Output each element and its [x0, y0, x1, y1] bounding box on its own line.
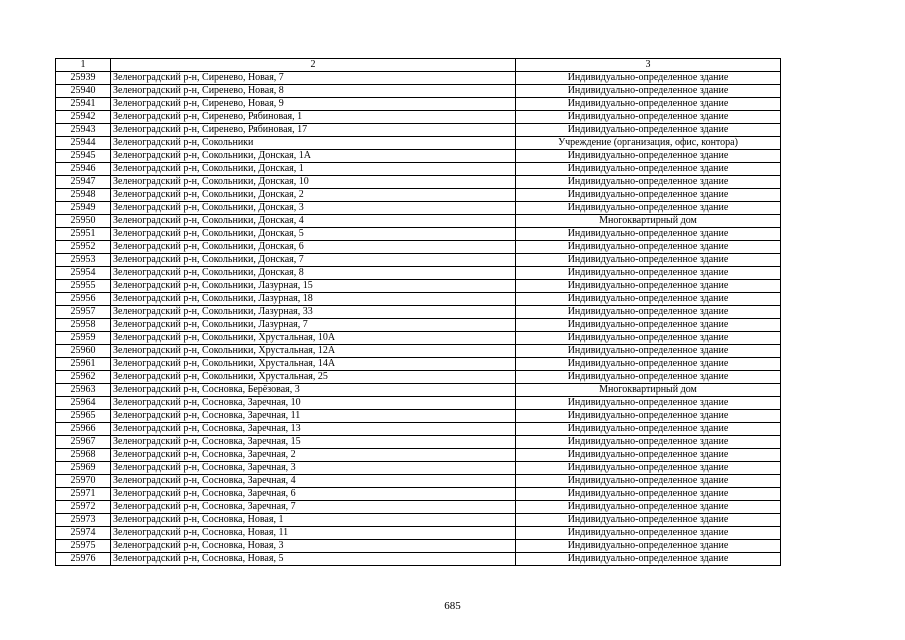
table-row: [56, 306, 781, 319]
row-number-cell: 25964: [56, 397, 111, 410]
row-number-cell: 25955: [56, 280, 111, 293]
address-cell: Зеленоградский р-н, Сокольники, Лазурная, 7: [111, 319, 516, 332]
object-type-cell: Индивидуально-определенное здание: [516, 319, 781, 332]
table-header-row: [56, 59, 781, 72]
table-row: [56, 176, 781, 189]
object-type-cell: Индивидуально-определенное здание: [516, 111, 781, 124]
object-type-cell: Индивидуально-определенное здание: [516, 527, 781, 540]
address-cell: Зеленоградский р-н, Сиренево, Рябиновая, 17: [111, 124, 516, 137]
table-row: [56, 85, 781, 98]
row-number-cell: 25962: [56, 371, 111, 384]
row-number-cell: 25958: [56, 319, 111, 332]
table-row: [56, 358, 781, 371]
table-row: [56, 423, 781, 436]
address-cell: Зеленоградский р-н, Сокольники, Донская, 2: [111, 189, 516, 202]
object-type-cell: Индивидуально-определенное здание: [516, 488, 781, 501]
table-row: [56, 475, 781, 488]
object-type-cell: Индивидуально-определенное здание: [516, 267, 781, 280]
row-number-cell: 25942: [56, 111, 111, 124]
object-type-cell: Индивидуально-определенное здание: [516, 501, 781, 514]
table-row: [56, 254, 781, 267]
table-row: [56, 189, 781, 202]
table-row: [56, 111, 781, 124]
object-type-cell: Индивидуально-определенное здание: [516, 163, 781, 176]
address-cell: Зеленоградский р-н, Сокольники, Донская, 10: [111, 176, 516, 189]
object-type-cell: Индивидуально-определенное здание: [516, 345, 781, 358]
object-type-cell: Индивидуально-определенное здание: [516, 293, 781, 306]
object-type-cell: Индивидуально-определенное здание: [516, 514, 781, 527]
column-header-address: 2: [111, 59, 516, 72]
address-cell: Зеленоградский р-н, Сокольники: [111, 137, 516, 150]
table-row: [56, 241, 781, 254]
address-cell: Зеленоградский р-н, Сиренево, Новая, 7: [111, 72, 516, 85]
table-row: [56, 371, 781, 384]
row-number-cell: 25974: [56, 527, 111, 540]
address-cell: Зеленоградский р-н, Сосновка, Берёзовая, 3: [111, 384, 516, 397]
row-number-cell: 25952: [56, 241, 111, 254]
object-type-cell: Индивидуально-определенное здание: [516, 306, 781, 319]
row-number-cell: 25966: [56, 423, 111, 436]
table-row: [56, 72, 781, 85]
object-type-cell: Индивидуально-определенное здание: [516, 358, 781, 371]
table-row: [56, 150, 781, 163]
object-type-cell: Индивидуально-определенное здание: [516, 241, 781, 254]
table-row: [56, 397, 781, 410]
table-row: [56, 215, 781, 228]
address-cell: Зеленоградский р-н, Сокольники, Донская, 5: [111, 228, 516, 241]
row-number-cell: 25957: [56, 306, 111, 319]
object-type-cell: Индивидуально-определенное здание: [516, 397, 781, 410]
object-type-cell: Индивидуально-определенное здание: [516, 98, 781, 111]
row-number-cell: 25976: [56, 553, 111, 566]
column-header-number: 1: [56, 59, 111, 72]
address-cell: Зеленоградский р-н, Сосновка, Новая, 11: [111, 527, 516, 540]
table-row: [56, 319, 781, 332]
table-row: [56, 345, 781, 358]
address-cell: Зеленоградский р-н, Сокольники, Донская, 7: [111, 254, 516, 267]
address-cell: Зеленоградский р-н, Сосновка, Заречная, 4: [111, 475, 516, 488]
table-row: [56, 267, 781, 280]
table-row: [56, 514, 781, 527]
address-cell: Зеленоградский р-н, Сокольники, Хрустальная, 12А: [111, 345, 516, 358]
table-row: [56, 488, 781, 501]
object-type-cell: Индивидуально-определенное здание: [516, 449, 781, 462]
address-cell: Зеленоградский р-н, Сокольники, Донская, 1А: [111, 150, 516, 163]
address-registry-table: [55, 58, 781, 566]
object-type-cell: Учреждение (организация, офис, контора): [516, 137, 781, 150]
object-type-cell: Индивидуально-определенное здание: [516, 280, 781, 293]
address-cell: Зеленоградский р-н, Сокольники, Донская, 8: [111, 267, 516, 280]
table-row: [56, 410, 781, 423]
address-cell: Зеленоградский р-н, Сосновка, Новая, 3: [111, 540, 516, 553]
address-cell: Зеленоградский р-н, Сокольники, Хрустальная, 10А: [111, 332, 516, 345]
row-number-cell: 25960: [56, 345, 111, 358]
object-type-cell: Индивидуально-определенное здание: [516, 423, 781, 436]
row-number-cell: 25946: [56, 163, 111, 176]
address-cell: Зеленоградский р-н, Сиренево, Новая, 8: [111, 85, 516, 98]
address-cell: Зеленоградский р-н, Сосновка, Заречная, 3: [111, 462, 516, 475]
row-number-cell: 25965: [56, 410, 111, 423]
object-type-cell: Индивидуально-определенное здание: [516, 540, 781, 553]
row-number-cell: 25939: [56, 72, 111, 85]
row-number-cell: 25970: [56, 475, 111, 488]
table-row: [56, 527, 781, 540]
address-cell: Зеленоградский р-н, Сокольники, Лазурная, 33: [111, 306, 516, 319]
table-row: [56, 280, 781, 293]
object-type-cell: Индивидуально-определенное здание: [516, 410, 781, 423]
row-number-cell: 25954: [56, 267, 111, 280]
row-number-cell: 25975: [56, 540, 111, 553]
object-type-cell: Индивидуально-определенное здание: [516, 124, 781, 137]
row-number-cell: 25961: [56, 358, 111, 371]
address-cell: Зеленоградский р-н, Сосновка, Заречная, 15: [111, 436, 516, 449]
table-row: [56, 384, 781, 397]
row-number-cell: 25956: [56, 293, 111, 306]
row-number-cell: 25959: [56, 332, 111, 345]
address-cell: Зеленоградский р-н, Сокольники, Донская, 3: [111, 202, 516, 215]
object-type-cell: Индивидуально-определенное здание: [516, 228, 781, 241]
table-body: [56, 72, 781, 566]
address-cell: Зеленоградский р-н, Сокольники, Лазурная, 15: [111, 280, 516, 293]
object-type-cell: Индивидуально-определенное здание: [516, 332, 781, 345]
object-type-cell: Индивидуально-определенное здание: [516, 85, 781, 98]
row-number-cell: 25941: [56, 98, 111, 111]
row-number-cell: 25943: [56, 124, 111, 137]
row-number-cell: 25951: [56, 228, 111, 241]
row-number-cell: 25963: [56, 384, 111, 397]
row-number-cell: 25953: [56, 254, 111, 267]
object-type-cell: Индивидуально-определенное здание: [516, 72, 781, 85]
table-row: [56, 98, 781, 111]
table-row: [56, 462, 781, 475]
table-row: [56, 553, 781, 566]
table-row: [56, 501, 781, 514]
row-number-cell: 25967: [56, 436, 111, 449]
object-type-cell: Индивидуально-определенное здание: [516, 189, 781, 202]
table-row: [56, 540, 781, 553]
object-type-cell: Индивидуально-определенное здание: [516, 176, 781, 189]
row-number-cell: 25948: [56, 189, 111, 202]
row-number-cell: 25944: [56, 137, 111, 150]
object-type-cell: Индивидуально-определенное здание: [516, 462, 781, 475]
address-cell: Зеленоградский р-н, Сосновка, Заречная, 13: [111, 423, 516, 436]
address-cell: Зеленоградский р-н, Сосновка, Новая, 1: [111, 514, 516, 527]
address-cell: Зеленоградский р-н, Сокольники, Донская, 1: [111, 163, 516, 176]
address-cell: Зеленоградский р-н, Сосновка, Заречная, 10: [111, 397, 516, 410]
row-number-cell: 25940: [56, 85, 111, 98]
column-header-object-type: 3: [516, 59, 781, 72]
object-type-cell: Индивидуально-определенное здание: [516, 254, 781, 267]
address-cell: Зеленоградский р-н, Сокольники, Лазурная, 18: [111, 293, 516, 306]
address-cell: Зеленоградский р-н, Сосновка, Заречная, 6: [111, 488, 516, 501]
address-cell: Зеленоградский р-н, Сокольники, Донская, 6: [111, 241, 516, 254]
object-type-cell: Индивидуально-определенное здание: [516, 436, 781, 449]
row-number-cell: 25973: [56, 514, 111, 527]
table-row: [56, 163, 781, 176]
row-number-cell: 25969: [56, 462, 111, 475]
row-number-cell: 25950: [56, 215, 111, 228]
object-type-cell: Индивидуально-определенное здание: [516, 553, 781, 566]
address-cell: Зеленоградский р-н, Сокольники, Хрустальная, 25: [111, 371, 516, 384]
address-cell: Зеленоградский р-н, Сокольники, Хрустальная, 14А: [111, 358, 516, 371]
row-number-cell: 25949: [56, 202, 111, 215]
table-row: [56, 293, 781, 306]
table-row: [56, 332, 781, 345]
object-type-cell: Индивидуально-определенное здание: [516, 475, 781, 488]
object-type-cell: Индивидуально-определенное здание: [516, 371, 781, 384]
row-number-cell: 25968: [56, 449, 111, 462]
row-number-cell: 25972: [56, 501, 111, 514]
table-row: [56, 137, 781, 150]
table-row: [56, 436, 781, 449]
table-row: [56, 228, 781, 241]
address-cell: Зеленоградский р-н, Сиренево, Рябиновая, 1: [111, 111, 516, 124]
object-type-cell: Индивидуально-определенное здание: [516, 150, 781, 163]
address-cell: Зеленоградский р-н, Сиренево, Новая, 9: [111, 98, 516, 111]
address-cell: Зеленоградский р-н, Сокольники, Донская, 4: [111, 215, 516, 228]
address-cell: Зеленоградский р-н, Сосновка, Заречная, 7: [111, 501, 516, 514]
page-number: 685: [444, 600, 461, 612]
table-row: [56, 124, 781, 137]
row-number-cell: 25945: [56, 150, 111, 163]
address-cell: Зеленоградский р-н, Сосновка, Новая, 5: [111, 553, 516, 566]
address-cell: Зеленоградский р-н, Сосновка, Заречная, 2: [111, 449, 516, 462]
table-row: [56, 449, 781, 462]
row-number-cell: 25947: [56, 176, 111, 189]
address-cell: Зеленоградский р-н, Сосновка, Заречная, 11: [111, 410, 516, 423]
object-type-cell: Многоквартирный дом: [516, 215, 781, 228]
table-row: [56, 202, 781, 215]
object-type-cell: Многоквартирный дом: [516, 384, 781, 397]
object-type-cell: Индивидуально-определенное здание: [516, 202, 781, 215]
row-number-cell: 25971: [56, 488, 111, 501]
